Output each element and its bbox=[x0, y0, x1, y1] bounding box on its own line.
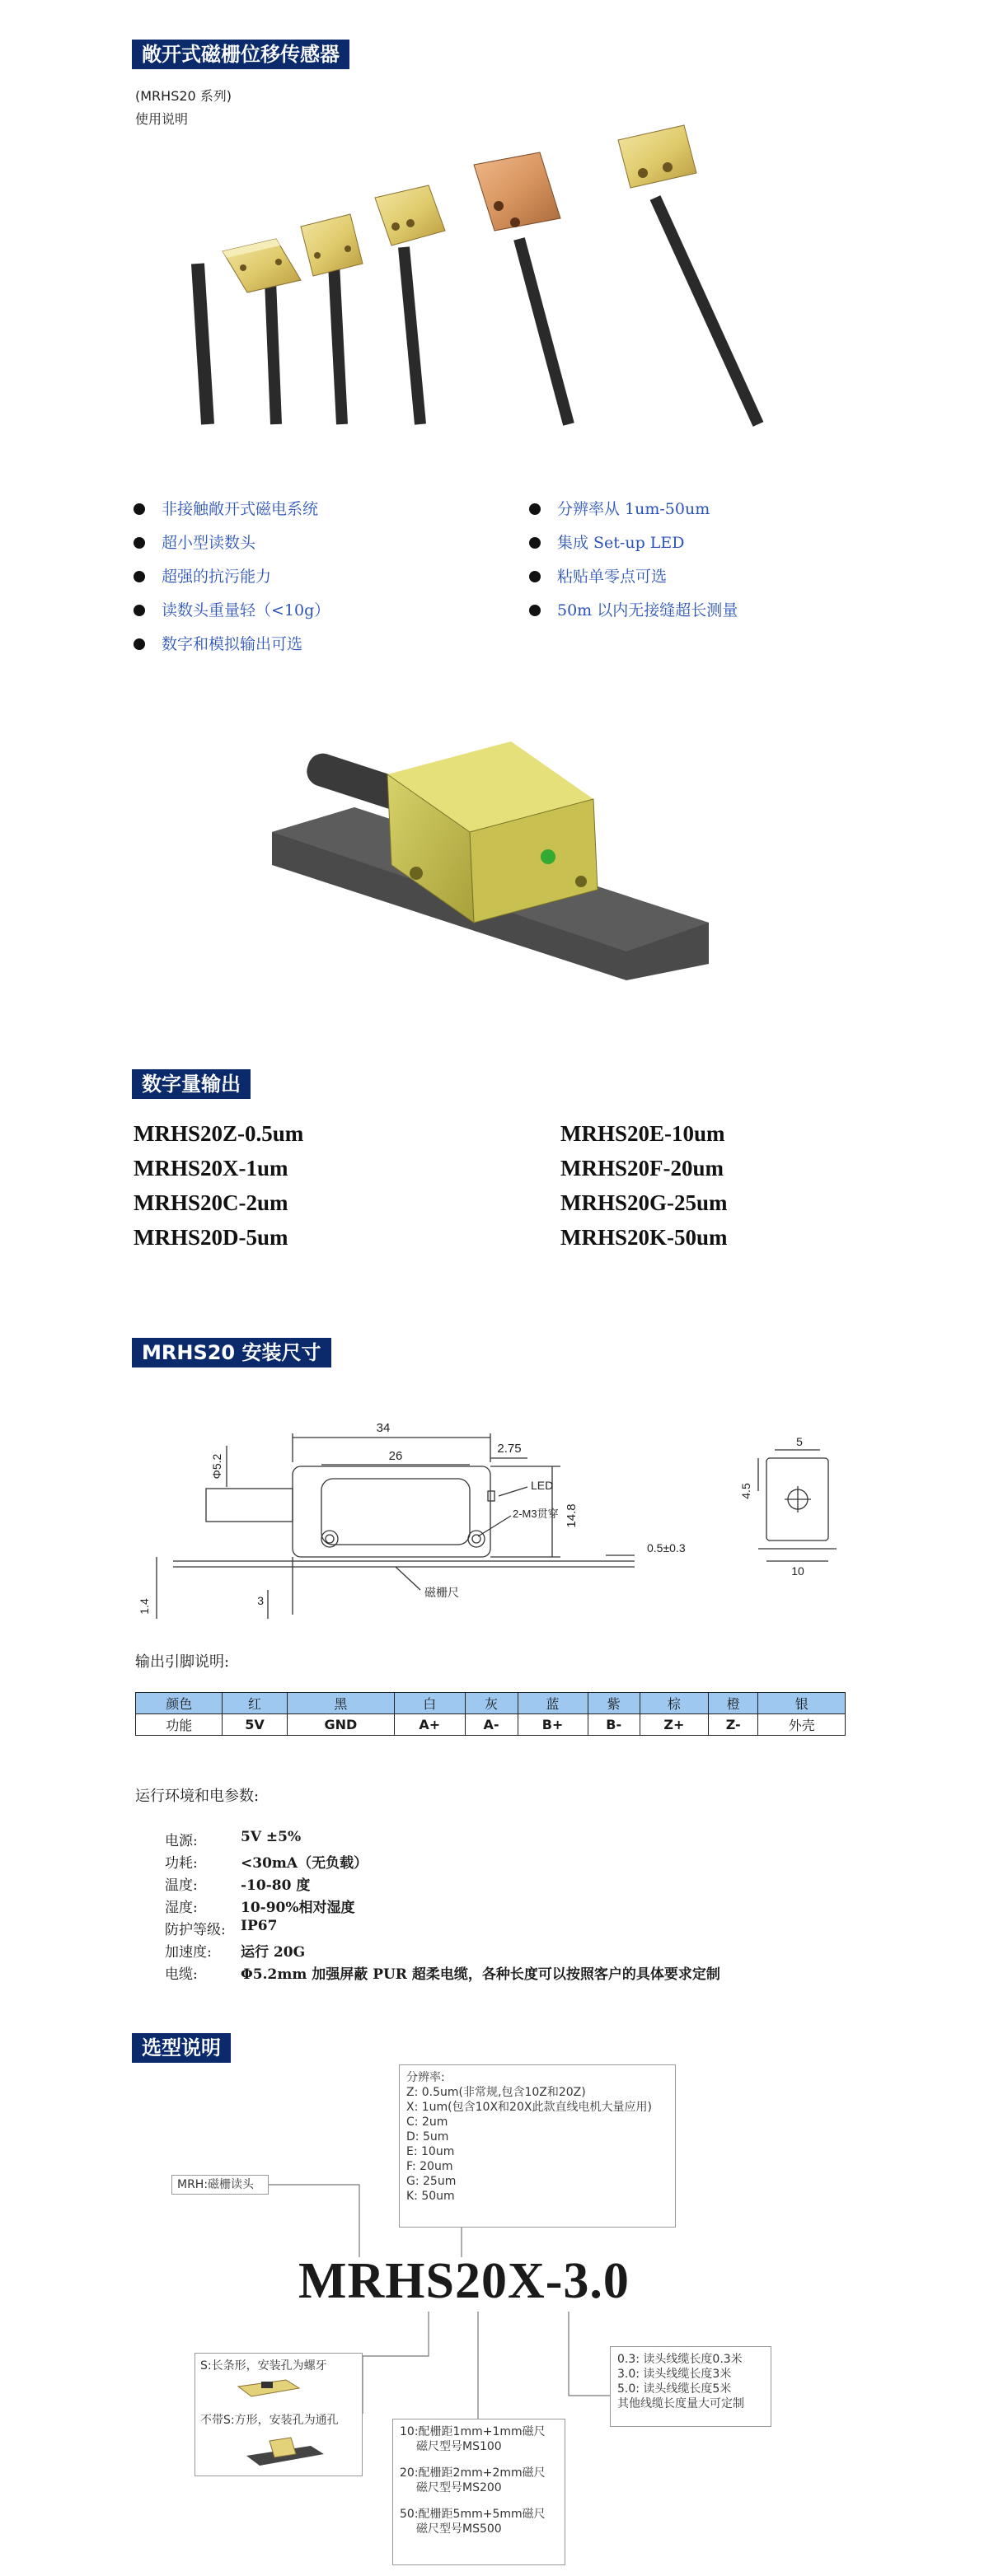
page-title: 敞开式磁栅位移传感器 bbox=[132, 40, 349, 69]
dim-10: 10 bbox=[791, 1564, 804, 1578]
pin-cell: B- bbox=[588, 1714, 640, 1736]
series-label: (MRHS20 系列) bbox=[135, 88, 232, 104]
feature-item: 超强的抗污能力 bbox=[162, 568, 272, 586]
resolution-line: C: 2um bbox=[406, 2115, 448, 2129]
env-label: 电缆: bbox=[165, 1966, 198, 1983]
model-item: MRHS20Z-0.5um bbox=[134, 1121, 304, 1146]
env-label: 湿度: bbox=[165, 1900, 198, 1916]
pin-cell: B+ bbox=[518, 1714, 588, 1736]
cable-line: 其他线缆长度量大可定制 bbox=[617, 2397, 744, 2410]
pin-header-cell: 白 bbox=[395, 1693, 466, 1714]
pin-cell: 5V bbox=[223, 1714, 287, 1736]
square-sensor-icon bbox=[245, 2433, 327, 2474]
env-label: 电源: bbox=[165, 1833, 198, 1849]
feature-item: 粘贴单零点可选 bbox=[557, 568, 668, 586]
feature-item: 非接触敞开式磁电系统 bbox=[162, 500, 319, 518]
model-item: MRHS20C-2um bbox=[134, 1190, 288, 1215]
pitch-line: 磁尺型号MS100 bbox=[416, 2440, 502, 2453]
head-label: MRH:磁栅读头 bbox=[177, 2178, 255, 2191]
model-item: MRHS20D-5um bbox=[134, 1225, 288, 1250]
resolution-line: 分辨率: bbox=[406, 2071, 445, 2084]
resolution-line: K: 50um bbox=[406, 2190, 455, 2203]
pin-header-cell: 红 bbox=[223, 1693, 287, 1714]
cable-line: 3.0: 读头线缆长度3米 bbox=[617, 2368, 732, 2381]
pitch-line: 磁尺型号MS200 bbox=[416, 2481, 502, 2494]
pin-cell: 功能 bbox=[136, 1714, 223, 1736]
pitch-box bbox=[392, 2419, 565, 2565]
feature-item: 分辨率从 1um-50um bbox=[557, 500, 710, 518]
pin-header-cell: 颜色 bbox=[136, 1693, 223, 1714]
env-value: <30mA（无负载） bbox=[241, 1855, 368, 1872]
dim-05: 0.5±0.3 bbox=[647, 1541, 686, 1554]
selection-title: 选型说明 bbox=[132, 2033, 231, 2063]
pin-header-cell: 棕 bbox=[640, 1693, 708, 1714]
feature-item: 数字和模拟输出可选 bbox=[162, 635, 303, 653]
resolution-line: G: 25um bbox=[406, 2175, 457, 2188]
digital-output-title: 数字量输出 bbox=[132, 1069, 251, 1099]
pins-title: 输出引脚说明: bbox=[135, 1653, 230, 1671]
pin-cell: A- bbox=[465, 1714, 518, 1736]
env-value: 10-90%相对湿度 bbox=[241, 1900, 355, 1916]
env-value: -10-80 度 bbox=[241, 1877, 311, 1894]
resolution-line: Z: 0.5um(非常规,包含10Z和20Z) bbox=[406, 2086, 586, 2099]
feature-item: 50m 以内无接缝超长测量 bbox=[557, 601, 738, 619]
model-item: MRHS20X-1um bbox=[134, 1156, 288, 1180]
env-label: 功耗: bbox=[165, 1855, 198, 1872]
install-title: MRHS20 安装尺寸 bbox=[132, 1338, 331, 1367]
feature-item: 超小型读数头 bbox=[162, 534, 256, 552]
env-value: 运行 20G bbox=[241, 1944, 306, 1961]
long-sensor-icon bbox=[237, 2378, 302, 2403]
scale-label: 磁栅尺 bbox=[424, 1586, 459, 1599]
resolution-line: X: 1um(包含10X和20X此款直线电机大量应用) bbox=[406, 2101, 652, 2114]
env-label: 防护等级: bbox=[165, 1922, 226, 1938]
pitch-line: 20:配栅距2mm+2mm磁尺 bbox=[400, 2466, 546, 2480]
pin-header-cell: 黑 bbox=[287, 1693, 394, 1714]
model-code: MRHS20X-3.0 bbox=[298, 2253, 630, 2309]
cable-line: 5.0: 读头线缆长度5米 bbox=[617, 2382, 732, 2396]
feature-item: 读数头重量轻（<10g） bbox=[162, 601, 330, 619]
pin-cell: GND bbox=[287, 1714, 394, 1736]
pitch-line: 50:配栅距5mm+5mm磁尺 bbox=[400, 2508, 546, 2521]
model-item: MRHS20F-20um bbox=[560, 1156, 724, 1180]
pitch-line: 10:配栅距1mm+1mm磁尺 bbox=[400, 2425, 546, 2438]
env-label: 温度: bbox=[165, 1877, 198, 1894]
pin-cell: Z- bbox=[708, 1714, 758, 1736]
env-value: 5V ±5% bbox=[241, 1829, 302, 1845]
led-label: LED bbox=[531, 1479, 554, 1492]
pin-header-cell: 橙 bbox=[708, 1693, 758, 1714]
dim-3: 3 bbox=[257, 1594, 264, 1607]
m3-label: 2-M3贯穿 bbox=[513, 1508, 559, 1520]
model-item: MRHS20K-50um bbox=[560, 1225, 728, 1250]
pin-cell: 外壳 bbox=[758, 1714, 846, 1736]
type-s-label: S:长条形，安装孔为螺牙 bbox=[200, 2359, 327, 2373]
env-label: 加速度: bbox=[165, 1944, 212, 1961]
resolution-line: E: 10um bbox=[406, 2145, 455, 2158]
dim-45: 4.5 bbox=[739, 1483, 752, 1499]
resolution-line: F: 20um bbox=[406, 2160, 453, 2173]
pin-header-cell: 蓝 bbox=[518, 1693, 588, 1714]
dim-5: 5 bbox=[796, 1435, 803, 1448]
cable-length-box bbox=[610, 2346, 771, 2427]
feature-item: 集成 Set-up LED bbox=[557, 534, 685, 552]
type-box bbox=[195, 2353, 363, 2476]
pin-cell: A+ bbox=[395, 1714, 466, 1736]
pitch-line: 磁尺型号MS500 bbox=[416, 2522, 502, 2536]
dim-34: 34 bbox=[376, 1421, 391, 1435]
env-title: 运行环境和电参数: bbox=[135, 1788, 260, 1805]
env-value: Φ5.2mm 加强屏蔽 PUR 超柔电缆，各种长度可以按照客户的具体要求定制 bbox=[241, 1966, 720, 1983]
pin-header-cell: 银 bbox=[758, 1693, 846, 1714]
pin-header-cell: 灰 bbox=[465, 1693, 518, 1714]
pin-cell: Z+ bbox=[640, 1714, 708, 1736]
dim-275: 2.75 bbox=[497, 1442, 522, 1456]
resolution-line: D: 5um bbox=[406, 2130, 449, 2144]
subtitle: 使用说明 bbox=[135, 111, 189, 127]
dim-148: 14.8 bbox=[565, 1503, 579, 1528]
type-no-s-label: 不带S:方形，安装孔为通孔 bbox=[200, 2414, 339, 2427]
dim-52: Φ5.2 bbox=[210, 1453, 223, 1480]
cable-line: 0.3: 读头线缆长度0.3米 bbox=[617, 2353, 743, 2366]
dim-14: 1.4 bbox=[138, 1598, 151, 1615]
pin-header-cell: 紫 bbox=[588, 1693, 640, 1714]
dim-26: 26 bbox=[388, 1449, 403, 1463]
model-item: MRHS20E-10um bbox=[560, 1121, 725, 1146]
env-value: IP67 bbox=[241, 1918, 278, 1934]
model-item: MRHS20G-25um bbox=[560, 1190, 728, 1215]
